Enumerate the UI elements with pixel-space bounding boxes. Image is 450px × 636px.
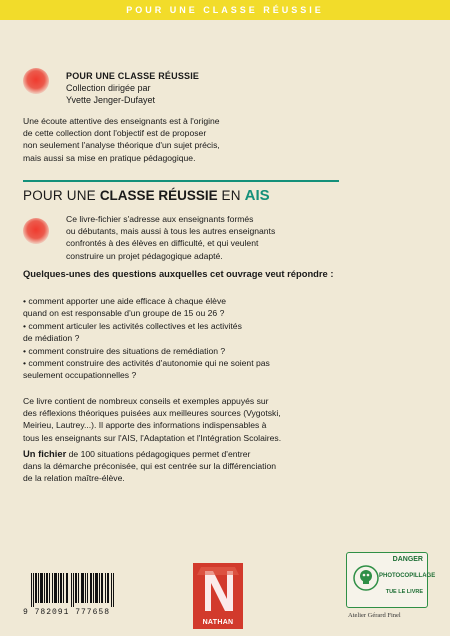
paragraph-text: de 100 situations pédagogiques permet d'entrer — [66, 449, 251, 459]
paragraph-line — [23, 448, 348, 460]
intro-line: mais aussi sa mise en pratique pédagogique. — [23, 152, 196, 163]
paragraph-line: dans la démarche préconisée, qui est centrée sur la différenciation — [23, 461, 277, 472]
publisher-logo — [193, 563, 243, 629]
intro-line: de cette collection dont l'objectif est de proposer — [23, 128, 207, 139]
danger-title: DANGER — [392, 556, 423, 563]
danger-photocopy-box — [346, 552, 436, 608]
intro-line: non seulement l'analyse théorique d'un sujet précis, — [23, 140, 220, 151]
credit-line: Atelier Gérard Finel — [348, 612, 401, 619]
intro-line: Une écoute attentive des enseignants est à l'origine — [23, 116, 220, 126]
title-part: EN — [217, 188, 245, 203]
description-line: ou débutants, mais aussi à tous les autres enseignants — [66, 226, 276, 237]
book-title — [23, 187, 343, 205]
red-dot-icon — [23, 68, 49, 94]
list-item: • comment construire des situations de remédiation ? — [23, 345, 226, 356]
danger-mid-text: PHOTOCOPILLAGE — [379, 573, 436, 579]
photocopy-skull-icon — [351, 563, 381, 593]
red-dot-icon — [23, 218, 49, 244]
questions-list — [23, 295, 343, 382]
barcode — [23, 573, 118, 618]
list-item: • comment articuler les activités collectives et les activités — [23, 320, 242, 331]
list-item: • comment construire des activités d'autonomie qui ne soient pas — [23, 358, 270, 369]
description-line: construire un projet pédagogique adapté. — [66, 250, 223, 261]
series-director: Yvette Jenger-Dufayet — [66, 95, 156, 105]
barcode-bars — [31, 573, 116, 607]
barcode-digits: 9 782091 777658 — [23, 608, 111, 617]
paragraph-line: de la relation maître-élève. — [23, 473, 125, 484]
banner-title: POUR UNE CLASSE RÉUSSIE — [126, 5, 324, 15]
title-part: CLASSE RÉUSSIE — [99, 188, 218, 203]
content-paragraph — [23, 395, 348, 444]
paragraph-lead: Un fichier — [23, 448, 67, 459]
series-directed-line: Collection dirigée par — [66, 83, 151, 93]
series-info — [66, 70, 346, 106]
top-banner — [0, 0, 450, 20]
title-ais: AIS — [244, 187, 270, 204]
questions-heading: Quelques-unes des questions auxquelles cet ouvrage veut répondre : — [23, 268, 334, 279]
description-line: Ce livre-fichier s'adresse aux enseignants formés — [66, 214, 254, 224]
paragraph-line: des réflexions théoriques puisées aux meilleures sources (Vygotski, — [23, 408, 281, 419]
paragraph-line: tous les enseignants sur l'AIS, l'Adaptation et l'Intégration Scolaires. — [23, 432, 282, 443]
book-description — [66, 213, 336, 262]
divider-rule — [23, 180, 339, 182]
list-item: • comment apporter une aide efficace à chaque élève — [23, 296, 227, 306]
title-part: POUR UNE — [23, 188, 100, 203]
publisher-name: NATHAN — [202, 619, 234, 626]
paragraph-line: Ce livre contient de nombreux conseils et exemples appuyés sur — [23, 396, 269, 406]
intro-paragraph — [23, 115, 323, 164]
list-item: quand on est responsable d'un groupe de 15 ou 26 ? — [23, 308, 225, 319]
list-item: seulement occupationnelles ? — [23, 370, 137, 381]
list-item: de médiation ? — [23, 333, 80, 344]
danger-bottom-text: TUE LE LIVRE — [385, 589, 423, 595]
series-title: POUR UNE CLASSE RÉUSSIE — [66, 71, 200, 81]
fichier-paragraph — [23, 448, 348, 485]
paragraph-line: Meirieu, Lautrey...). Il apporte des informations indispensables à — [23, 420, 267, 431]
description-line: confrontés à des élèves en difficulté, et qui veulent — [66, 238, 259, 249]
